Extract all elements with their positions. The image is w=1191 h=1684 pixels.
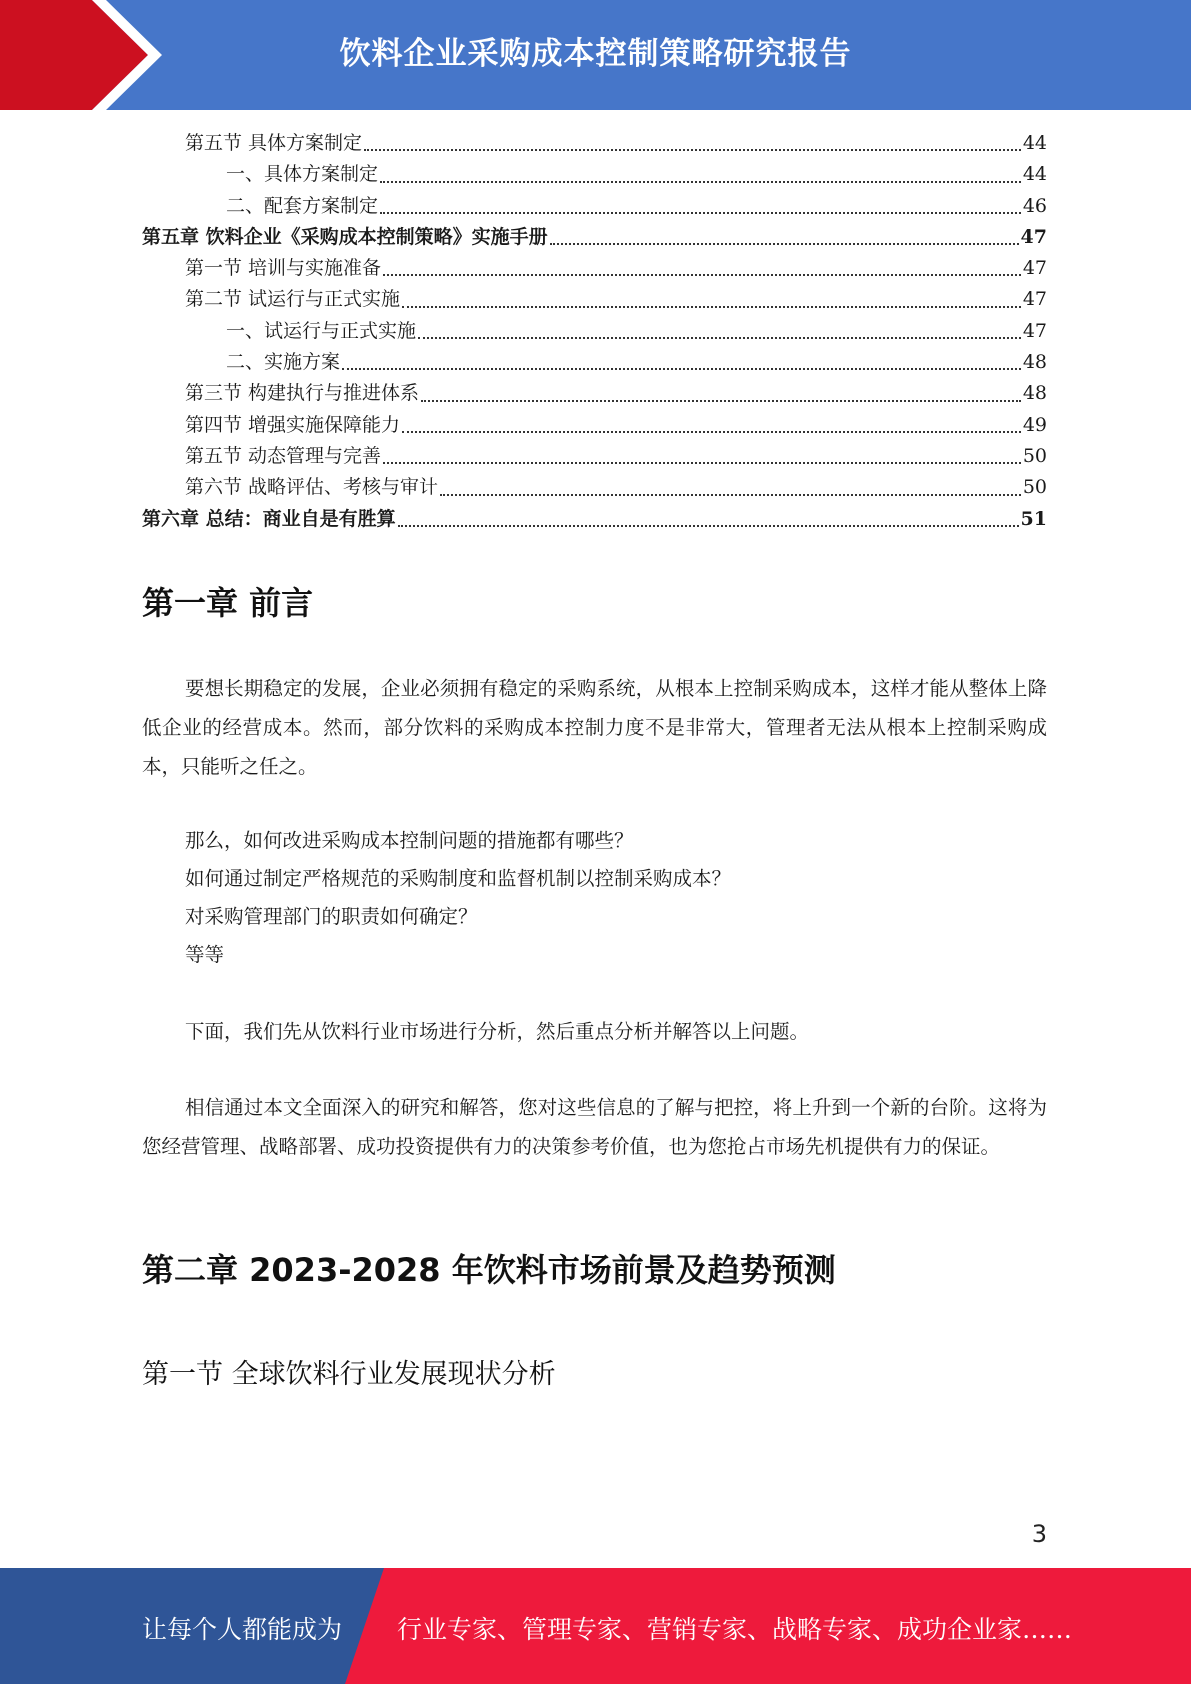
- toc-dot-leader: [383, 462, 1021, 464]
- toc-entry-title: 第五节 动态管理与完善: [185, 444, 382, 467]
- toc-entry-title: 一、试运行与正式实施: [226, 319, 417, 342]
- toc-entry-page: 46: [1022, 194, 1047, 217]
- toc-entry-title: 第六节 战略评估、考核与审计: [185, 476, 439, 499]
- toc-entry-page: 47: [1022, 319, 1047, 342]
- toc-entry-title: 二、实施方案: [226, 351, 341, 374]
- toc-entry[interactable]: [142, 347, 1047, 378]
- toc-entry[interactable]: [142, 378, 1047, 409]
- report-title: 饮料企业采购成本控制策略研究报告: [339, 36, 852, 72]
- page-footer: [0, 1568, 1191, 1684]
- chapter-1-paragraph-3: 相信通过本文全面深入的研究和解答，您对这些信息的了解与把控，将上升到一个新的台阶。这将为您经营管理、战略部署、成功投资提供有力的决策参考价值，也为您抢占市场先机提供有力的保证。: [142, 1096, 1047, 1158]
- toc-entry[interactable]: [142, 284, 1047, 315]
- chapter-1-paragraph-1: 要想长期稳定的发展，企业必须拥有稳定的采购系统，从根本上控制采购成本，这样才能从整体上降低企业的经营成本。然而，部分饮料的采购成本控制力度不是非常大，管理者无法从根本上控制采购成本，只能听之任之。: [142, 677, 1047, 778]
- chapter-1-heading: 第一章 前言: [142, 584, 314, 622]
- toc-dot-leader: [418, 337, 1021, 339]
- toc-entry-title: 第三节 构建执行与推进体系: [185, 382, 420, 405]
- toc-entry-page: 48: [1022, 382, 1047, 405]
- toc-entry-page: 47: [1020, 225, 1047, 248]
- question-line: 如何通过制定严格规范的采购制度和监督机制以控制采购成本？: [185, 867, 732, 890]
- page-header: [0, 0, 1191, 110]
- toc-dot-leader: [398, 525, 1019, 527]
- toc-entry-title: 第五节 具体方案制定: [185, 132, 363, 154]
- toc-dot-leader: [380, 181, 1021, 183]
- toc-entry[interactable]: [142, 253, 1047, 284]
- toc-dot-leader: [380, 212, 1021, 214]
- footer-slogan-right: 行业专家、管理专家、营销专家、战略专家、成功企业家……: [397, 1615, 1073, 1644]
- toc-dot-leader: [402, 431, 1021, 433]
- toc-entry[interactable]: [142, 191, 1047, 222]
- toc-entry-title: 第六章 总结：商业自是有胜算: [142, 507, 396, 530]
- toc-entry[interactable]: [142, 441, 1047, 472]
- toc-entry[interactable]: [142, 472, 1047, 503]
- toc-entry-page: 47: [1022, 288, 1047, 311]
- toc-dot-leader: [421, 400, 1021, 402]
- toc-entry-title: 一、具体方案制定: [226, 163, 379, 186]
- toc-entry[interactable]: [142, 504, 1047, 535]
- table-of-contents: [142, 128, 1047, 535]
- toc-dot-leader: [364, 149, 1021, 151]
- toc-entry-page: 44: [1022, 163, 1047, 186]
- toc-dot-leader: [383, 274, 1021, 276]
- toc-entry-title: 第一节 培训与实施准备: [185, 257, 382, 280]
- toc-entry-page: 50: [1022, 476, 1047, 499]
- question-line: 等等: [185, 943, 225, 966]
- toc-entry-page: 48: [1022, 351, 1047, 374]
- chapter-2-heading: 第二章 2023-2028 年饮料市场前景及趋势预测: [142, 1251, 836, 1289]
- toc-dot-leader: [550, 243, 1019, 245]
- toc-entry-page: 47: [1022, 257, 1047, 280]
- toc-entry[interactable]: [142, 128, 1047, 159]
- question-line: 那么，如何改进采购成本控制问题的措施都有哪些？: [185, 829, 634, 852]
- toc-entry[interactable]: [142, 410, 1047, 441]
- footer-slogan-left: 让每个人都能成为: [142, 1615, 343, 1644]
- toc-entry-title: 第五章 饮料企业《采购成本控制策略》实施手册: [142, 225, 548, 248]
- toc-dot-leader: [440, 494, 1021, 496]
- toc-entry-title: 二、配套方案制定: [226, 194, 379, 217]
- question-line: 对采购管理部门的职责如何确定？: [185, 905, 478, 928]
- toc-entry-title: 第四节 增强实施保障能力: [185, 413, 401, 436]
- toc-entry[interactable]: [142, 316, 1047, 347]
- toc-dot-leader: [342, 368, 1021, 370]
- toc-entry-page: 49: [1022, 413, 1047, 436]
- section-heading: 第一节 全球饮料行业发展现状分析: [142, 1359, 556, 1390]
- toc-entry-title: 第二节 试运行与正式实施: [185, 288, 401, 311]
- page-number: 3: [1031, 1520, 1047, 1548]
- toc-dot-leader: [402, 306, 1021, 308]
- toc-entry-page: 50: [1022, 444, 1047, 467]
- toc-entry-page: 51: [1020, 507, 1047, 530]
- toc-entry[interactable]: [142, 222, 1047, 253]
- toc-entry[interactable]: [142, 159, 1047, 190]
- chapter-1-paragraph-2: 下面，我们先从饮料行业市场进行分析，然后重点分析并解答以上问题。: [185, 1020, 810, 1043]
- toc-entry-page: 44: [1022, 132, 1047, 154]
